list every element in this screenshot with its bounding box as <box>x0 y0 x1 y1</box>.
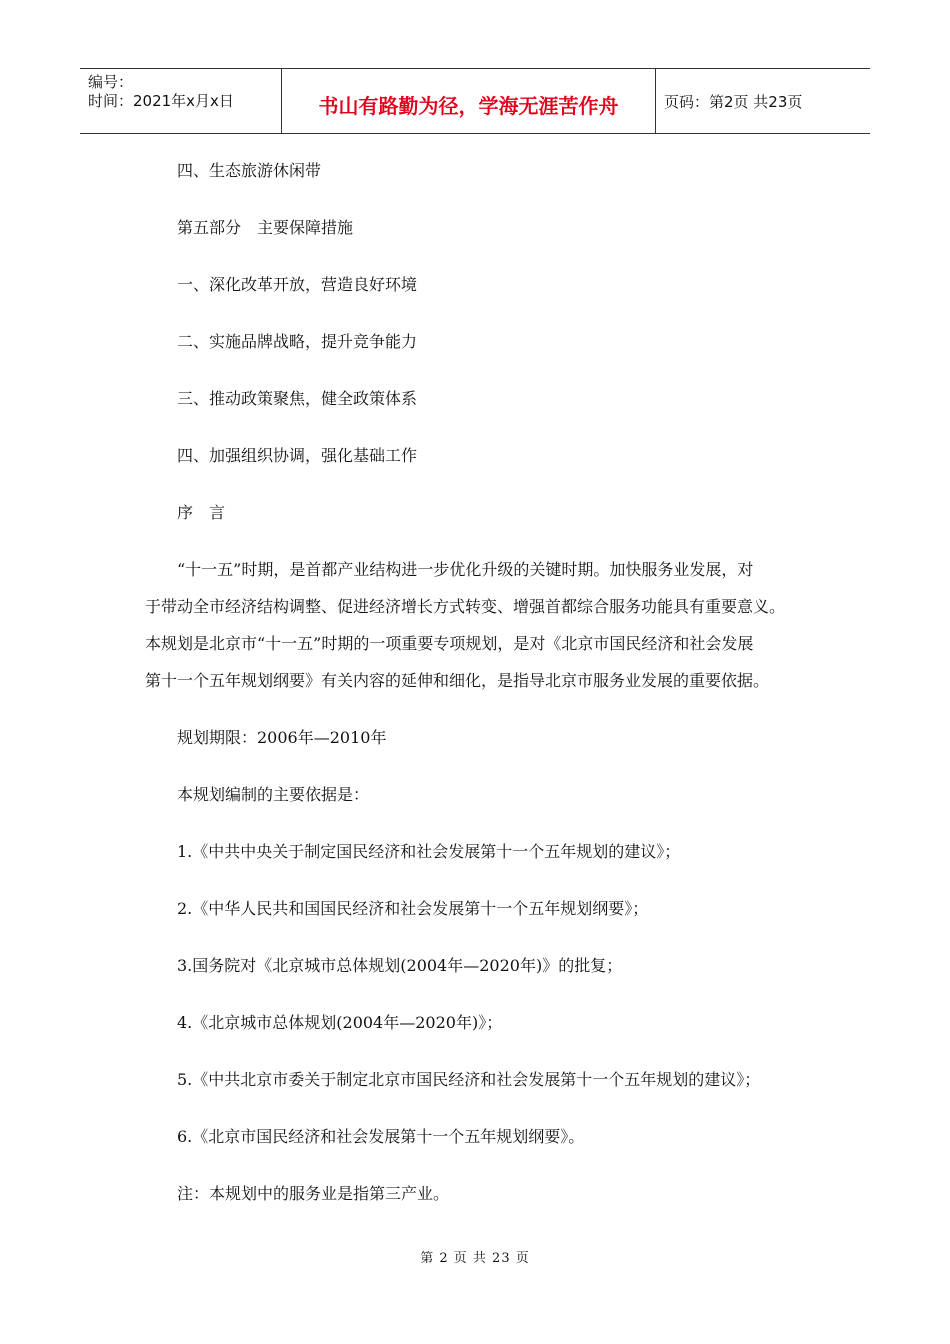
toc-line: 四、加强组织协调，强化基础工作 <box>177 446 418 465</box>
paragraph-line: 于带动全市经济结构调整、促进经济增长方式转变、增强首都综合服务功能具有重要意义。 <box>145 597 786 616</box>
date-label: 时间：2021年x月x日 <box>88 92 234 110</box>
toc-line: 三、推动政策聚焦，健全政策体系 <box>177 389 418 408</box>
basis-item: 1.《中共中央关于制定国民经济和社会发展第十一个五年规划的建议》； <box>177 842 681 861</box>
toc-line: 二、实施品牌战略，提升竞争能力 <box>177 332 418 351</box>
basis-item: 4.《北京城市总体规划(2004年—2020年)》； <box>177 1013 503 1032</box>
basis-item: 2.《中华人民共和国国民经济和社会发展第十一个五年规划纲要》； <box>177 899 649 918</box>
note: 注：本规划中的服务业是指第三产业。 <box>177 1184 450 1203</box>
basis-item: 3.国务院对《北京城市总体规划(2004年—2020年)》的批复； <box>177 956 623 975</box>
header-meta <box>80 69 281 133</box>
header-page-info: 页码：第2页 共23页 <box>664 92 803 111</box>
toc-line: 第五部分 主要保障措施 <box>177 218 354 237</box>
header-motto: 书山有路勤为径，学海无涯苦作舟 <box>281 69 656 133</box>
code-label: 编号： <box>88 73 134 91</box>
paragraph-line: “十一五”时期，是首都产业结构进一步优化升级的关键时期。加快服务业发展，对 <box>177 560 754 579</box>
toc-line: 一、深化改革开放，营造良好环境 <box>177 275 418 294</box>
basis-item: 6.《北京市国民经济和社会发展第十一个五年规划纲要》。 <box>177 1127 585 1146</box>
planning-period: 规划期限：2006年—2010年 <box>177 728 387 747</box>
basis-item: 5.《中共北京市委关于制定北京市国民经济和社会发展第十一个五年规划的建议》； <box>177 1070 761 1089</box>
toc-line: 四、生态旅游休闲带 <box>177 161 322 180</box>
paragraph-line: 第十一个五年规划纲要》有关内容的延伸和细化，是指导北京市服务业发展的重要依据。 <box>145 671 770 690</box>
paragraph-line: 本规划是北京市“十一五”时期的一项重要专项规划，是对《北京市国民经济和社会发展 <box>145 634 754 653</box>
page-header <box>80 68 870 134</box>
page-footer: 第 2 页 共 23 页 <box>420 1251 530 1266</box>
basis-title: 本规划编制的主要依据是： <box>177 785 370 804</box>
section-heading-preface: 序 言 <box>177 503 226 522</box>
